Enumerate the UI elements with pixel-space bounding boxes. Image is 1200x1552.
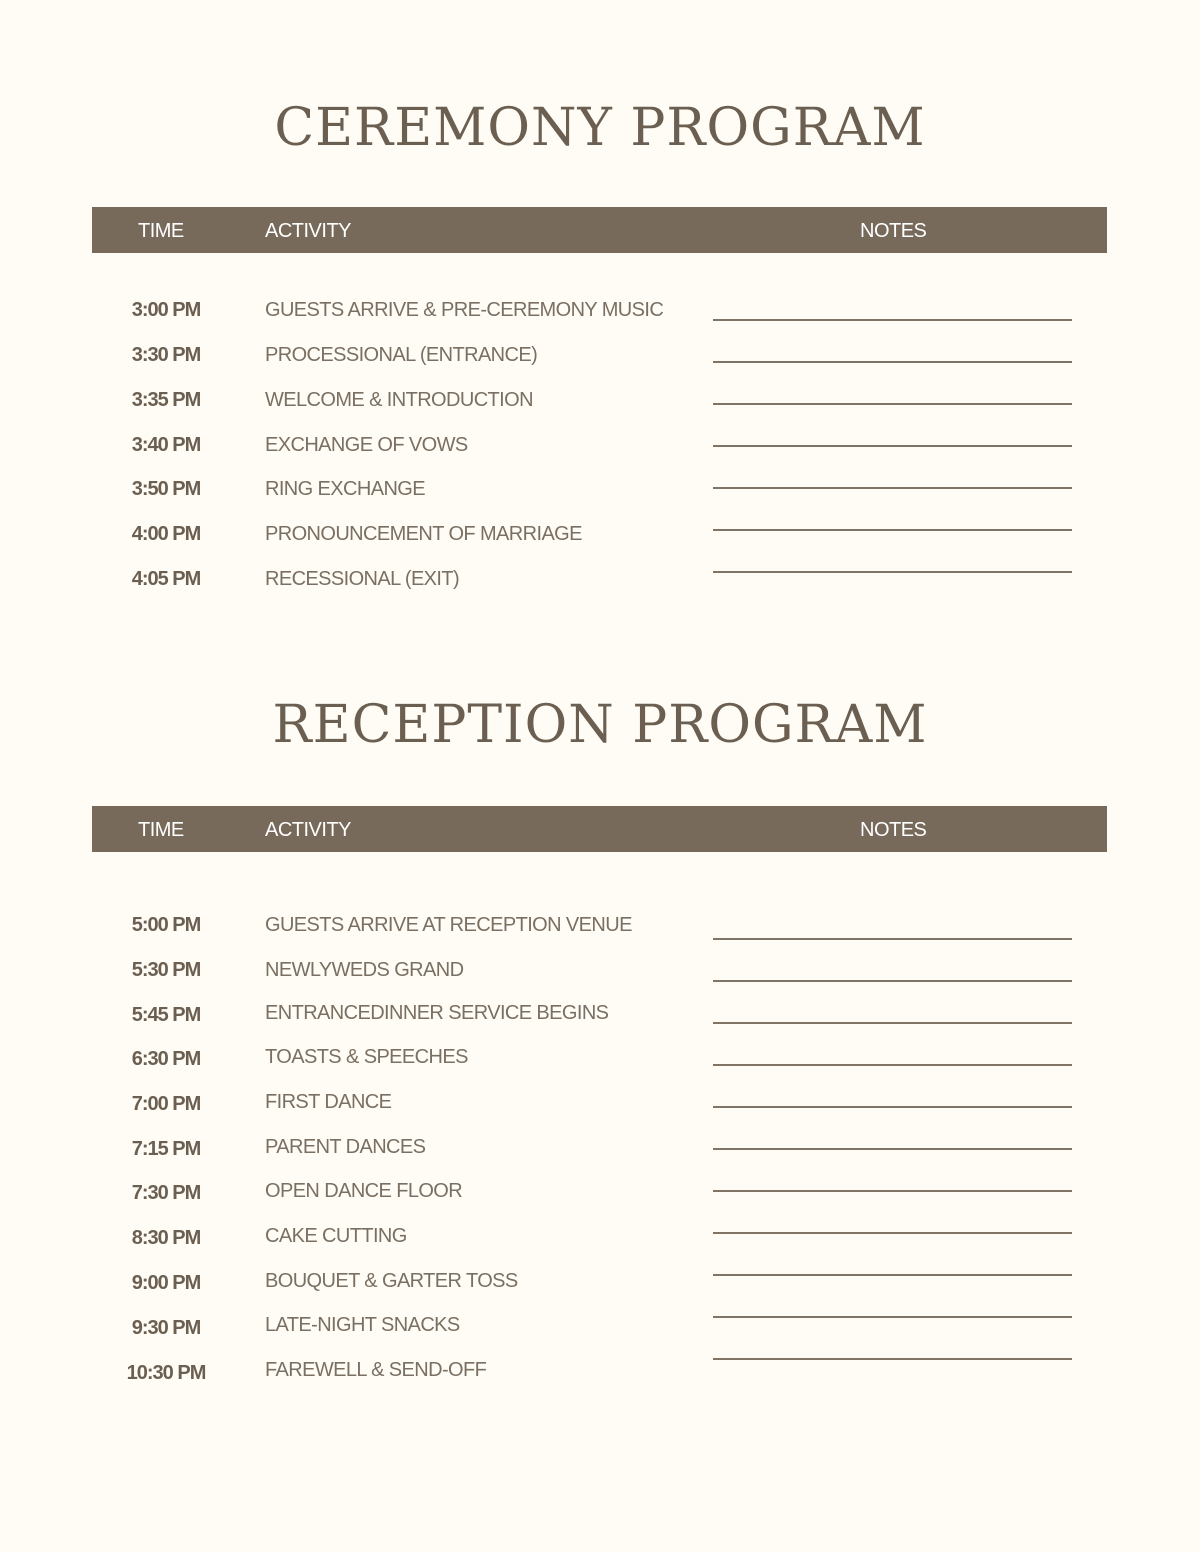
row-time: 7:15 PM xyxy=(131,1138,201,1160)
row-time: 6:30 PM xyxy=(131,1048,201,1070)
reception-row xyxy=(0,1180,1200,1225)
row-activity: EXCHANGE OF VOWS xyxy=(265,434,468,456)
row-time: 3:40 PM xyxy=(131,434,201,456)
notes-line[interactable] xyxy=(713,403,1072,405)
row-activity: LATE-NIGHT SNACKS xyxy=(265,1314,460,1336)
row-time: 10:30 PM xyxy=(126,1362,206,1384)
reception-row xyxy=(0,1002,1200,1047)
reception-header-bar xyxy=(92,806,1107,852)
notes-line[interactable] xyxy=(713,1316,1072,1318)
row-time: 3:00 PM xyxy=(131,299,201,321)
reception-row xyxy=(0,1270,1200,1315)
ceremony-header-bar xyxy=(92,207,1107,253)
notes-line[interactable] xyxy=(713,1232,1072,1234)
row-activity: BOUQUET & GARTER TOSS xyxy=(265,1270,518,1292)
reception-row xyxy=(0,1091,1200,1136)
reception-row xyxy=(0,1314,1200,1359)
ceremony-title: CEREMONY PROGRAM xyxy=(274,98,926,158)
row-activity: FAREWELL & SEND-OFF xyxy=(265,1359,487,1381)
notes-line[interactable] xyxy=(713,529,1072,531)
row-activity: PROCESSIONAL (ENTRANCE) xyxy=(265,344,538,366)
ceremony-row xyxy=(0,434,1200,479)
reception-row xyxy=(0,914,1200,959)
row-time: 9:00 PM xyxy=(131,1272,201,1294)
reception-row xyxy=(0,1225,1200,1270)
reception-row xyxy=(0,1046,1200,1091)
row-activity: FIRST DANCE xyxy=(265,1091,392,1113)
notes-line[interactable] xyxy=(713,1274,1072,1276)
reception-header-notes: NOTES xyxy=(860,819,927,841)
ceremony-row xyxy=(0,299,1200,344)
reception-header-time: TIME xyxy=(138,819,184,841)
ceremony-header-time: TIME xyxy=(138,220,184,242)
ceremony-header-notes: NOTES xyxy=(860,220,927,242)
row-time: 5:30 PM xyxy=(131,959,201,981)
ceremony-row xyxy=(0,523,1200,568)
row-time: 5:45 PM xyxy=(131,1004,201,1026)
row-time: 5:00 PM xyxy=(131,914,201,936)
row-activity: TOASTS & SPEECHES xyxy=(265,1046,468,1068)
row-time: 4:00 PM xyxy=(131,523,201,545)
notes-line[interactable] xyxy=(713,1190,1072,1192)
reception-header-activity: ACTIVITY xyxy=(265,819,352,841)
notes-line[interactable] xyxy=(713,1022,1072,1024)
row-activity: ENTRANCEDINNER SERVICE BEGINS xyxy=(265,1002,609,1024)
row-time: 3:30 PM xyxy=(131,344,201,366)
reception-title: RECEPTION PROGRAM xyxy=(272,695,928,755)
row-time: 8:30 PM xyxy=(131,1227,201,1249)
row-activity: WELCOME & INTRODUCTION xyxy=(265,389,533,411)
notes-line[interactable] xyxy=(713,361,1072,363)
notes-line[interactable] xyxy=(713,1064,1072,1066)
ceremony-row xyxy=(0,568,1200,613)
notes-line[interactable] xyxy=(713,938,1072,940)
row-activity: RING EXCHANGE xyxy=(265,478,426,500)
notes-line[interactable] xyxy=(713,319,1072,321)
row-activity: PRONOUNCEMENT OF MARRIAGE xyxy=(265,523,582,545)
reception-row xyxy=(0,959,1200,1004)
row-activity: GUESTS ARRIVE & PRE-CEREMONY MUSIC xyxy=(265,299,664,321)
row-time: 9:30 PM xyxy=(131,1317,201,1339)
row-time: 3:35 PM xyxy=(131,389,201,411)
row-time: 7:00 PM xyxy=(131,1093,201,1115)
notes-line[interactable] xyxy=(713,571,1072,573)
row-activity: CAKE CUTTING xyxy=(265,1225,407,1247)
reception-row xyxy=(0,1359,1200,1404)
notes-line[interactable] xyxy=(713,445,1072,447)
ceremony-row xyxy=(0,478,1200,523)
row-time: 3:50 PM xyxy=(131,478,201,500)
notes-line[interactable] xyxy=(713,487,1072,489)
notes-line[interactable] xyxy=(713,1358,1072,1360)
row-activity: PARENT DANCES xyxy=(265,1136,426,1158)
ceremony-row xyxy=(0,389,1200,434)
reception-row xyxy=(0,1136,1200,1181)
row-time: 4:05 PM xyxy=(131,568,201,590)
ceremony-header-activity: ACTIVITY xyxy=(265,220,352,242)
row-activity: RECESSIONAL (EXIT) xyxy=(265,568,460,590)
row-activity: GUESTS ARRIVE AT RECEPTION VENUE xyxy=(265,914,632,936)
row-time: 7:30 PM xyxy=(131,1182,201,1204)
ceremony-row xyxy=(0,344,1200,389)
row-activity: OPEN DANCE FLOOR xyxy=(265,1180,463,1202)
row-activity: NEWLYWEDS GRAND xyxy=(265,959,464,981)
notes-line[interactable] xyxy=(713,980,1072,982)
notes-line[interactable] xyxy=(713,1106,1072,1108)
notes-line[interactable] xyxy=(713,1148,1072,1150)
